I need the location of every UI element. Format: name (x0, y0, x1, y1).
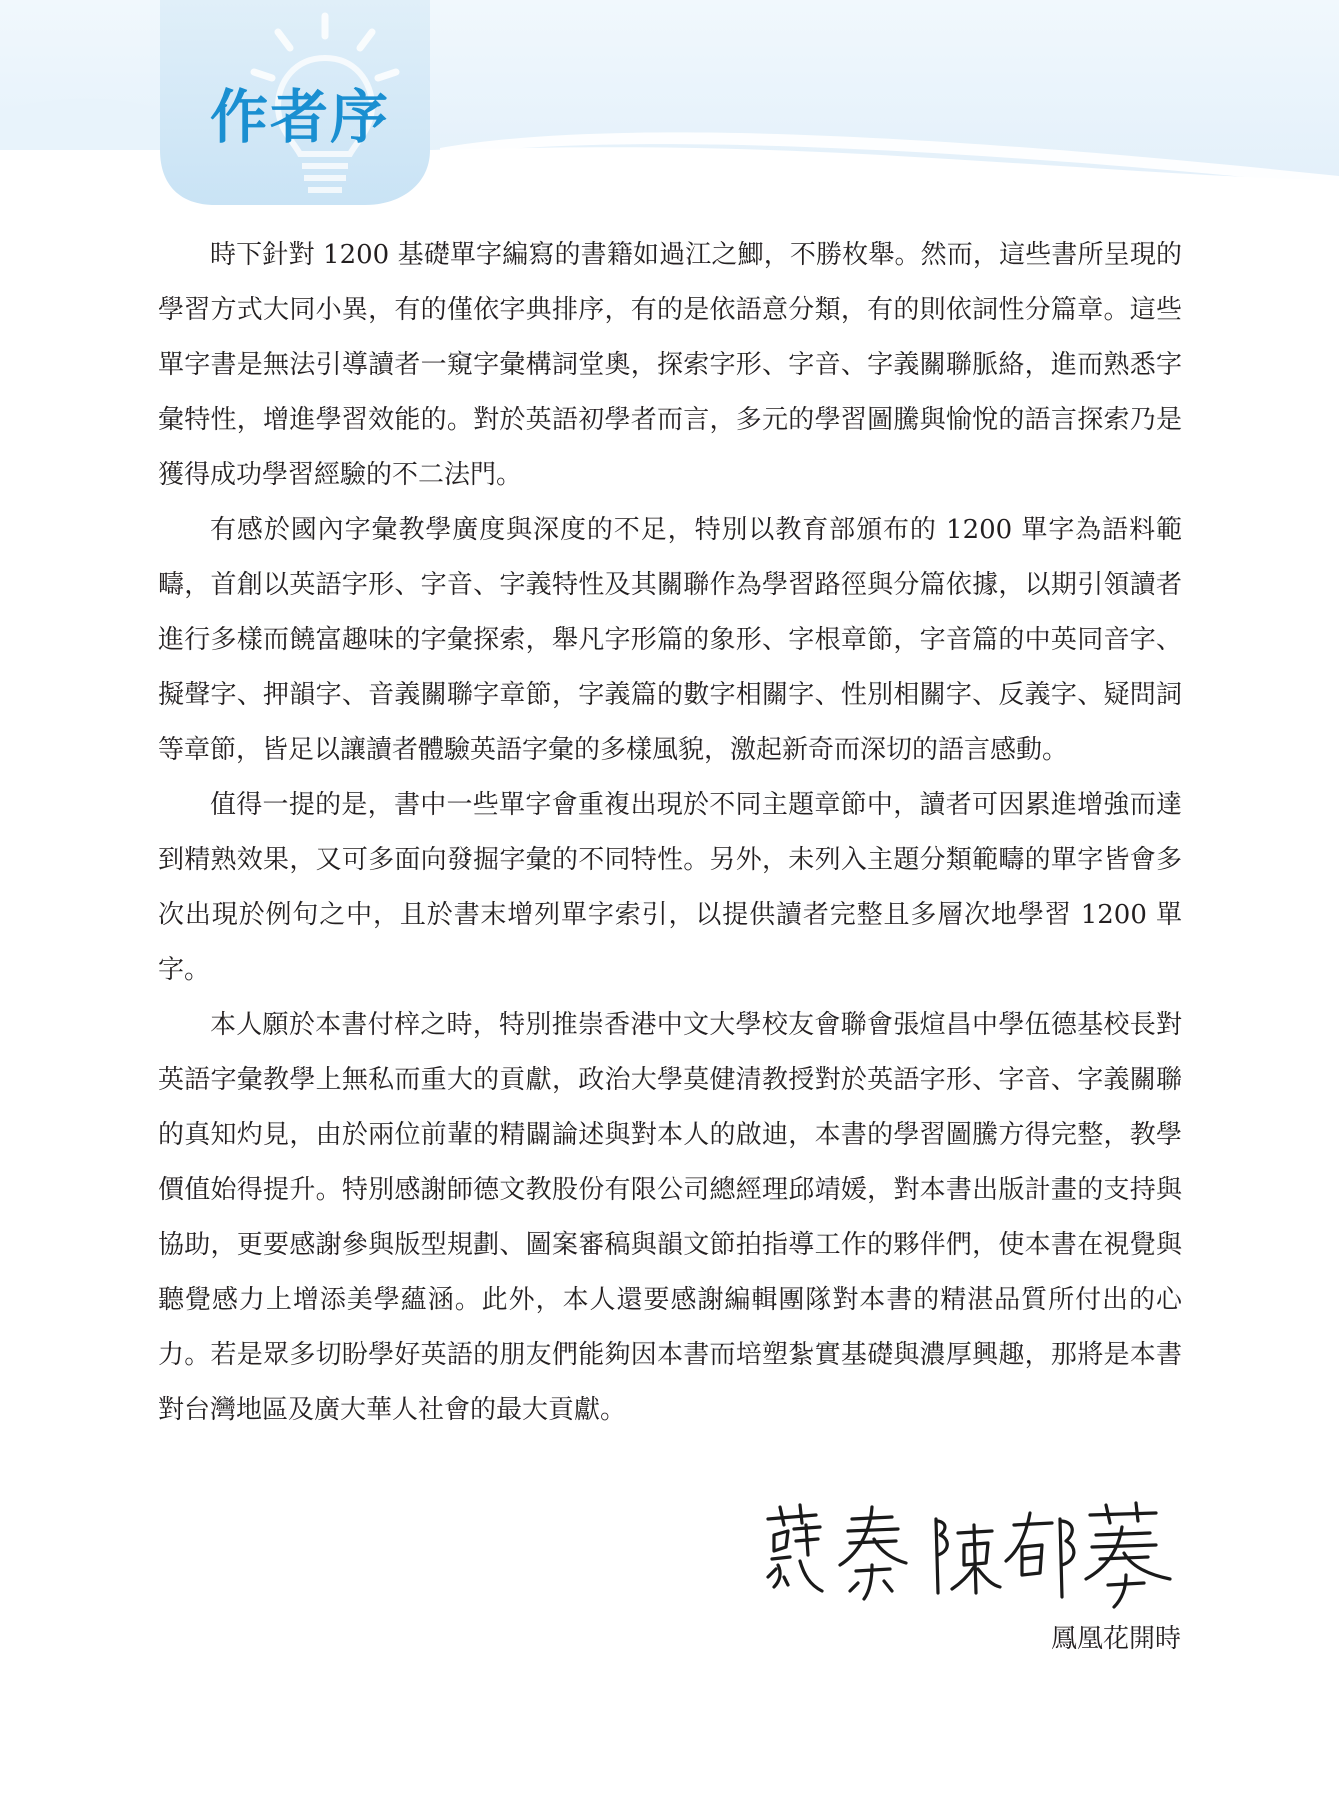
paragraph-1: 時下針對 1200 基礎單字編寫的書籍如過江之鯽，不勝枚舉。然而，這些書所呈現的學習方式大同小異，有的僅依字典排序，有的是依語意分類，有的則依詞性分篇章。這些單字書是無法引導讀者一窺字彙構詞堂奧，探索字形、字音、字義關聯脈絡，進而熟悉字彙特性，增進學習效能的。對於英語初學者而言，多元的學習圖騰與愉悅的語言探索乃是獲得成功學習經驗的不二法門。 (158, 240, 1182, 490)
preface-body (158, 228, 1182, 1438)
handwritten-signature (760, 1495, 1180, 1615)
signature-date-note: 鳳凰花開時 (1050, 1624, 1181, 1654)
header-band (0, 0, 1339, 210)
paragraph-2: 有感於國內字彙教學廣度與深度的不足，特別以教育部頒布的 1200 單字為語料範疇，首創以英語字形、字音、字義特性及其關聯作為學習路徑與分篇依據，以期引領讀者進行多樣而饒富趣味的字彙探索，舉凡字形篇的象形、字根章節，字音篇的中英同音字、擬聲字、押韻字、音義關聯字章節，字義篇的數字相關字、性別相關字、反義字、疑問詞等章節，皆足以讓讀者體驗英語字彙的多樣風貌，激起新奇而深切的語言感動。 (158, 515, 1182, 765)
paragraph-4: 本人願於本書付梓之時，特別推崇香港中文大學校友會聯會張煊昌中學伍德基校長對英語字彙教學上無私而重大的貢獻，政治大學莫健清教授對於英語字形、字音、字義關聯的真知灼見，由於兩位前輩的精闢論述與對本人的啟迪，本書的學習圖騰方得完整，教學價值始得提升。特別感謝師德文教股份有限公司總經理邱靖媛，對本書出版計畫的支持與協助，更要感謝參與版型規劃、圖案審稿與韻文節拍指導工作的夥伴們，使本書在視覺與聽覺感力上增添美學蘊涵。此外，本人還要感謝編輯團隊對本書的精湛品質所付出的心力。若是眾多切盼學好英語的朋友們能夠因本書而培塑紮實基礎與濃厚興趣，那將是本書對台灣地區及廣大華人社會的最大貢獻。 (158, 1010, 1182, 1425)
paragraph-3: 值得一提的是，書中一些單字會重複出現於不同主題章節中，讀者可因累進增強而達到精熟效果，又可多面向發掘字彙的不同特性。另外，未列入主題分類範疇的單字皆會多次出現於例句之中，且於書末增列單字索引，以提供讀者完整且多層次地學習 1200 單字。 (158, 790, 1182, 985)
page-title: 作者序 (210, 83, 391, 151)
